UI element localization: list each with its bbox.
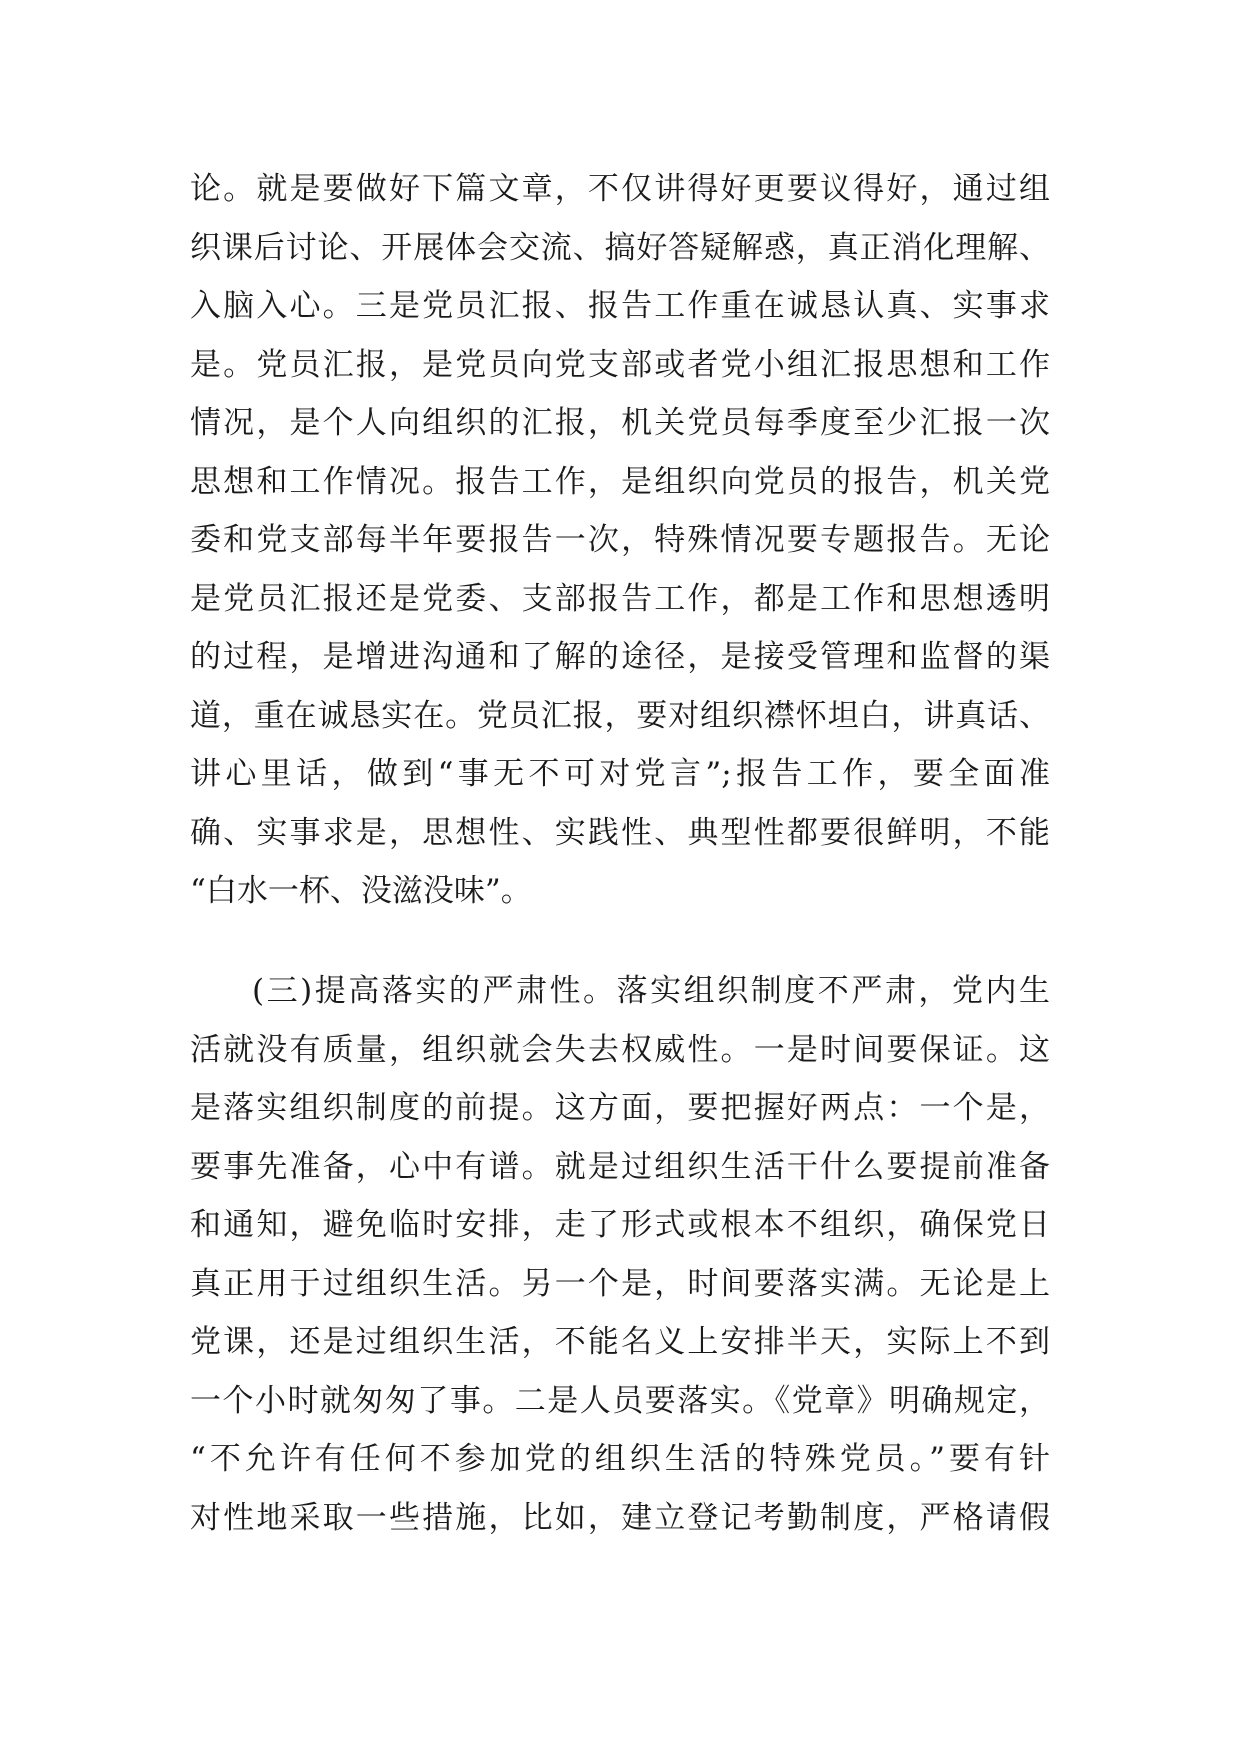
text-line: 要事先准备，心中有谱。就是过组织生活干什么要提前准备 [190,1148,1050,1185]
text-line: 的过程，是增进沟通和了解的途径，是接受管理和监督的渠 [190,639,1050,675]
paragraph-1 [190,160,1050,921]
text-line: 对性地采取一些措施，比如，建立登记考勤制度，严格请假 [190,1499,1050,1536]
text-line: 是落实组织制度的前提。这方面，要把握好两点：一个是， [190,1090,1050,1126]
text-line: 一个小时就匆匆了事。二是人员要落实。《党章》明确规定， [190,1382,1050,1419]
text-line: 活就没有质量，组织就会失去权威性。一是时间要保证。这 [190,1031,1050,1068]
text-line: 是党员汇报还是党委、支部报告工作，都是工作和思想透明 [190,580,1050,617]
text-line: 和通知，避免临时安排，走了形式或根本不组织，确保党日 [190,1207,1050,1243]
text-line: 道，重在诚恳实在。党员汇报，要对组织襟怀坦白，讲真话、 [190,697,1050,734]
text-line: 党课，还是过组织生活，不能名义上安排半天，实际上不到 [190,1324,1050,1360]
text-line: 确、实事求是，思想性、实践性、典型性都要很鲜明，不能 [190,814,1050,851]
text-line: 思想和工作情况。报告工作，是组织向党员的报告，机关党 [190,463,1050,500]
text-line: 讲心里话，做到“事无不可对党言”;报告工作，要全面准 [190,756,1050,792]
text-line: 是。党员汇报，是党员向党支部或者党小组汇报思想和工作 [190,346,1050,383]
text-line: 论。就是要做好下篇文章，不仅讲得好更要议得好，通过组 [190,171,1050,207]
text-line: “白水一杯、没滋没味”。 [190,873,532,909]
text-line: 情况，是个人向组织的汇报，机关党员每季度至少汇报一次 [190,405,1050,441]
text-line: 真正用于过组织生活。另一个是，时间要落实满。无论是上 [190,1265,1050,1302]
text-line: (三)提高落实的严肃性。落实组织制度不严肃，党内生 [252,973,1050,1009]
text-line: 委和党支部每半年要报告一次，特殊情况要专题报告。无论 [190,522,1050,558]
text-line: “不允许有任何不参加党的组织生活的特殊党员。”要有针 [190,1441,1050,1477]
paragraph-2 [190,962,1050,1547]
text-line: 织课后讨论、开展体会交流、搞好答疑解惑，真正消化理解、 [190,229,1050,266]
text-line: 入脑入心。三是党员汇报、报告工作重在诚恳认真、实事求 [190,288,1050,324]
